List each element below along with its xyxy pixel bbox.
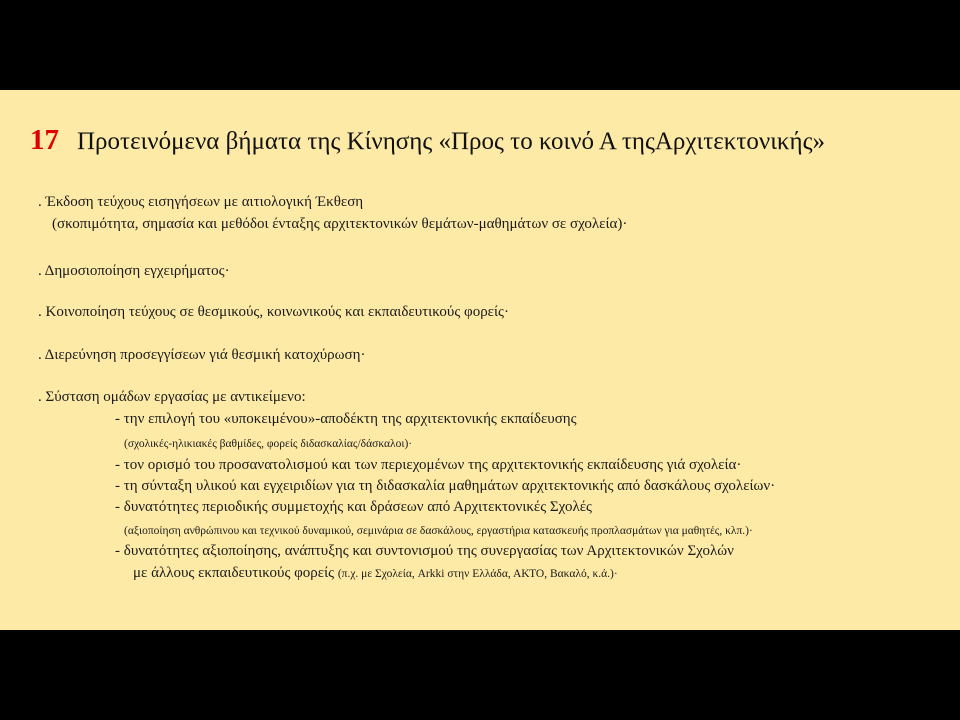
slide-number: 17 bbox=[30, 124, 59, 156]
subitem-materials: - τη σύνταξη υλικού και εγχειριδίων για τη διδασκαλία μαθημάτων αρχιτεκτονικής από δασκάλους σχολείων· bbox=[115, 478, 776, 494]
bullet-notification: . Κοινοποίηση τεύχους σε θεσμικούς, κοινωνικούς και εκπαιδευτικούς φορείς· bbox=[38, 304, 509, 320]
slide-title-row bbox=[30, 124, 825, 157]
subitem-schools-participation: - δυνατότητες περιοδικής συμμετοχής και δράσεων από Αρχιτεκτονικές Σχολές bbox=[115, 499, 592, 515]
subitem-recipient: - την επιλογή του «υποκειμένου»-αποδέκτη της αρχιτεκτονικής εκπαίδευσης bbox=[115, 411, 577, 427]
bullet-working-groups: . Σύσταση ομάδων εργασίας με αντικείμενο: bbox=[38, 389, 306, 405]
bullet-institutional: . Διερεύνηση προσεγγίσεων γιά θεσμική κατοχύρωση· bbox=[38, 347, 366, 363]
subitem-recipient-detail: (σχολικές-ηλικιακές βαθμίδες, φορείς διδασκαλίας/δάσκαλοι)· bbox=[124, 438, 413, 450]
bullet-publication-detail: (σκοπιμότητα, σημασία και μεθόδοι ένταξης αρχιτεκτονικών θεμάτων-μαθημάτων σε σχολεία)· bbox=[52, 216, 628, 232]
presentation-slide bbox=[0, 90, 960, 630]
slide-title: Προτεινόμενα βήματα της Κίνησης «Προς το κοινό Α τηςΑρχιτεκτονικής» bbox=[77, 128, 825, 155]
bullet-publicity: . Δημοσιοποίηση εγχειρήματος· bbox=[38, 263, 230, 279]
cooperation-partners-text: με άλλους εκπαιδευτικούς φορείς bbox=[133, 565, 335, 581]
cooperation-partners-examples: (π.χ. με Σχολεία, Arkki στην Ελλάδα, ΑΚΤΟ, Βακαλό, κ.ά.)· bbox=[337, 568, 618, 580]
bullet-publication: . Έκδοση τεύχους εισηγήσεων με αιτιολογική Έκθεση bbox=[38, 194, 364, 210]
top-letterbox-bar bbox=[0, 0, 960, 90]
subitem-cooperation: - δυνατότητες αξιοποίησης, ανάπτυξης και συντονισμού της συνεργασίας των Αρχιτεκτονικών Σχολών bbox=[115, 543, 734, 559]
subitem-cooperation-continued bbox=[133, 564, 618, 583]
bottom-letterbox-bar bbox=[0, 630, 960, 720]
subitem-schools-participation-detail: (αξιοποίηση ανθρώπινου και τεχνικού δυναμικού, σεμινάρια σε δασκάλους, εργαστήρια κατασκευής προπλασμάτων για μαθητές, κλπ.)· bbox=[124, 525, 753, 537]
subitem-orientation: - τον ορισμό του προσανατολισμού και των περιεχομένων της αρχιτεκτονικής εκπαίδευσης γιά σχολεία· bbox=[115, 457, 742, 473]
